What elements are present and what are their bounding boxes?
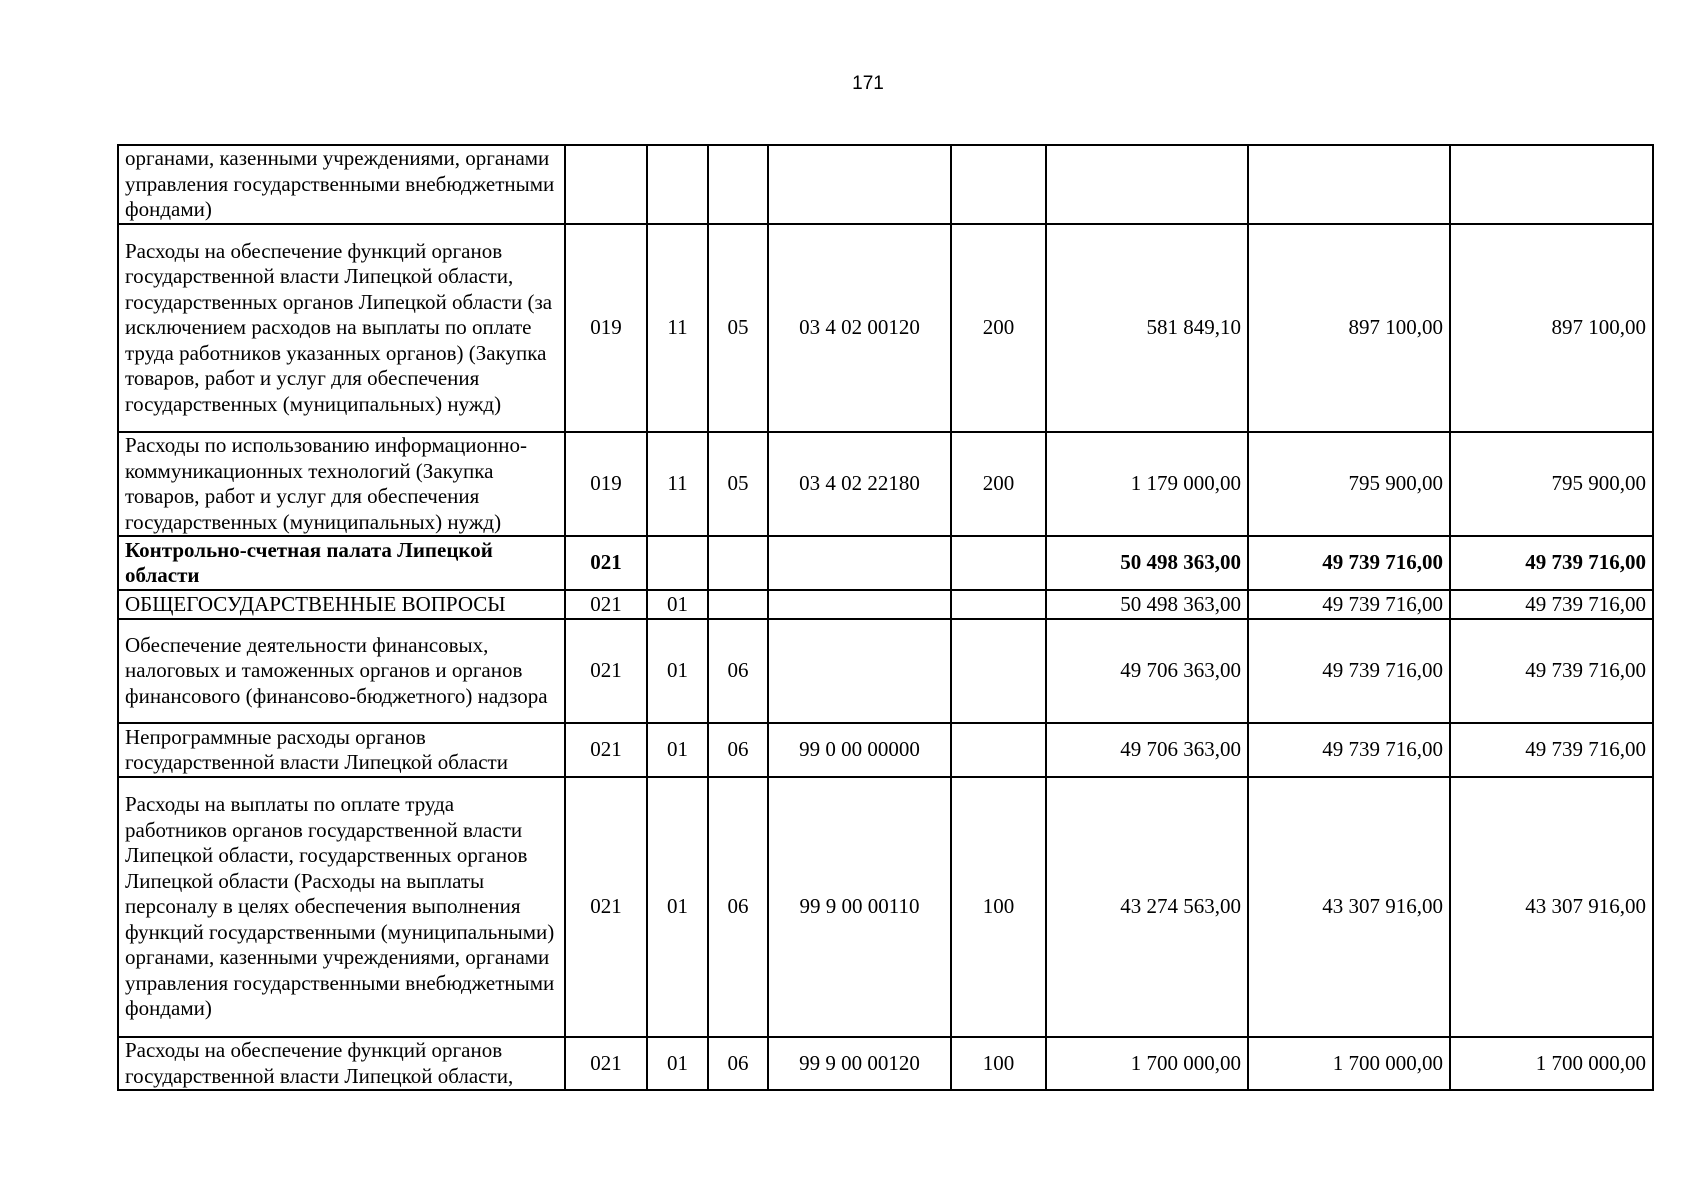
sum-cell-3 <box>1450 145 1653 224</box>
sum-cell-1 <box>1046 145 1248 224</box>
vr-cell <box>951 590 1046 619</box>
rz-cell: 11 <box>647 432 708 536</box>
vr-cell: 200 <box>951 224 1046 432</box>
table-row <box>118 777 1653 1037</box>
vr-cell <box>951 619 1046 723</box>
page-number: 171 <box>852 73 884 94</box>
csr-cell: 03 4 02 22180 <box>768 432 951 536</box>
sum-cell-2: 49 739 716,00 <box>1248 723 1450 777</box>
sum-cell-2 <box>1248 145 1450 224</box>
ved-cell: 021 <box>565 723 647 777</box>
vr-cell <box>951 723 1046 777</box>
pr-cell: 05 <box>708 432 768 536</box>
rz-cell: 01 <box>647 590 708 619</box>
ved-cell: 021 <box>565 1037 647 1090</box>
row-description: Контрольно-счетная палата Липецкой области <box>118 536 565 590</box>
rz-cell: 11 <box>647 224 708 432</box>
row-description: Расходы на обеспечение функций органов государственной власти Липецкой области, <box>118 1037 565 1090</box>
pr-cell: 06 <box>708 723 768 777</box>
csr-cell: 99 9 00 00110 <box>768 777 951 1037</box>
ved-cell: 021 <box>565 777 647 1037</box>
sum-cell-3: 1 700 000,00 <box>1450 1037 1653 1090</box>
vr-cell <box>951 145 1046 224</box>
ved-cell: 021 <box>565 619 647 723</box>
ved-cell: 019 <box>565 432 647 536</box>
table-row <box>118 536 1653 590</box>
rz-cell: 01 <box>647 619 708 723</box>
vr-cell: 100 <box>951 1037 1046 1090</box>
table-row <box>118 432 1653 536</box>
sum-cell-3: 49 739 716,00 <box>1450 619 1653 723</box>
sum-cell-3: 43 307 916,00 <box>1450 777 1653 1037</box>
sum-cell-1: 49 706 363,00 <box>1046 619 1248 723</box>
sum-cell-1: 1 179 000,00 <box>1046 432 1248 536</box>
sum-cell-2: 49 739 716,00 <box>1248 536 1450 590</box>
pr-cell <box>708 145 768 224</box>
sum-cell-1: 50 498 363,00 <box>1046 536 1248 590</box>
sum-cell-2: 795 900,00 <box>1248 432 1450 536</box>
csr-cell <box>768 145 951 224</box>
row-description: Обеспечение деятельности финансовых, налоговых и таможенных органов и органов финансового (финансово-бюджетного) надзора <box>118 619 565 723</box>
table-row <box>118 224 1653 432</box>
csr-cell: 99 0 00 00000 <box>768 723 951 777</box>
csr-cell: 99 9 00 00120 <box>768 1037 951 1090</box>
csr-cell <box>768 619 951 723</box>
row-description: органами, казенными учреждениями, органами управления государственными внебюджетными фондами) <box>118 145 565 224</box>
csr-cell: 03 4 02 00120 <box>768 224 951 432</box>
rz-cell: 01 <box>647 777 708 1037</box>
sum-cell-1: 49 706 363,00 <box>1046 723 1248 777</box>
sum-cell-3: 795 900,00 <box>1450 432 1653 536</box>
sum-cell-3: 49 739 716,00 <box>1450 723 1653 777</box>
sum-cell-1: 50 498 363,00 <box>1046 590 1248 619</box>
table-row <box>118 1037 1653 1090</box>
row-description: Расходы на выплаты по оплате труда работников органов государственной власти Липецкой области, государственных органов Липецкой области (Расходы на выплаты персоналу в целях обеспечения выполнения функций государственными (муниципальными) органами, казенными учреждениями, органами управления государственными внебюджетными фондами) <box>118 777 565 1037</box>
sum-cell-2: 49 739 716,00 <box>1248 619 1450 723</box>
row-description: Расходы по использованию информационно-коммуникационных технологий (Закупка товаров, работ и услуг для обеспечения государственных (муниципальных) нужд) <box>118 432 565 536</box>
ved-cell: 021 <box>565 536 647 590</box>
pr-cell: 06 <box>708 1037 768 1090</box>
budget-table <box>117 144 1654 1091</box>
sum-cell-3: 49 739 716,00 <box>1450 590 1653 619</box>
sum-cell-2: 1 700 000,00 <box>1248 1037 1450 1090</box>
rz-cell <box>647 145 708 224</box>
sum-cell-2: 49 739 716,00 <box>1248 590 1450 619</box>
row-description: Расходы на обеспечение функций органов государственной власти Липецкой области, государственных органов Липецкой области (за исключением расходов на выплаты по оплате труда работников указанных органов) (Закупка товаров, работ и услуг для обеспечения государственных (муниципальных) нужд) <box>118 224 565 432</box>
pr-cell <box>708 536 768 590</box>
table-row <box>118 145 1653 224</box>
rz-cell: 01 <box>647 1037 708 1090</box>
pr-cell: 06 <box>708 777 768 1037</box>
sum-cell-2: 43 307 916,00 <box>1248 777 1450 1037</box>
sum-cell-1: 581 849,10 <box>1046 224 1248 432</box>
rz-cell <box>647 536 708 590</box>
csr-cell <box>768 590 951 619</box>
pr-cell <box>708 590 768 619</box>
vr-cell <box>951 536 1046 590</box>
ved-cell: 019 <box>565 224 647 432</box>
pr-cell: 05 <box>708 224 768 432</box>
rz-cell: 01 <box>647 723 708 777</box>
table-row <box>118 590 1653 619</box>
ved-cell: 021 <box>565 590 647 619</box>
sum-cell-3: 49 739 716,00 <box>1450 536 1653 590</box>
sum-cell-2: 897 100,00 <box>1248 224 1450 432</box>
ved-cell <box>565 145 647 224</box>
sum-cell-1: 1 700 000,00 <box>1046 1037 1248 1090</box>
csr-cell <box>768 536 951 590</box>
pr-cell: 06 <box>708 619 768 723</box>
sum-cell-3: 897 100,00 <box>1450 224 1653 432</box>
sum-cell-1: 43 274 563,00 <box>1046 777 1248 1037</box>
vr-cell: 200 <box>951 432 1046 536</box>
row-description: ОБЩЕГОСУДАРСТВЕННЫЕ ВОПРОСЫ <box>118 590 565 619</box>
table-row <box>118 619 1653 723</box>
row-description: Непрограммные расходы органов государственной власти Липецкой области <box>118 723 565 777</box>
table-row <box>118 723 1653 777</box>
vr-cell: 100 <box>951 777 1046 1037</box>
